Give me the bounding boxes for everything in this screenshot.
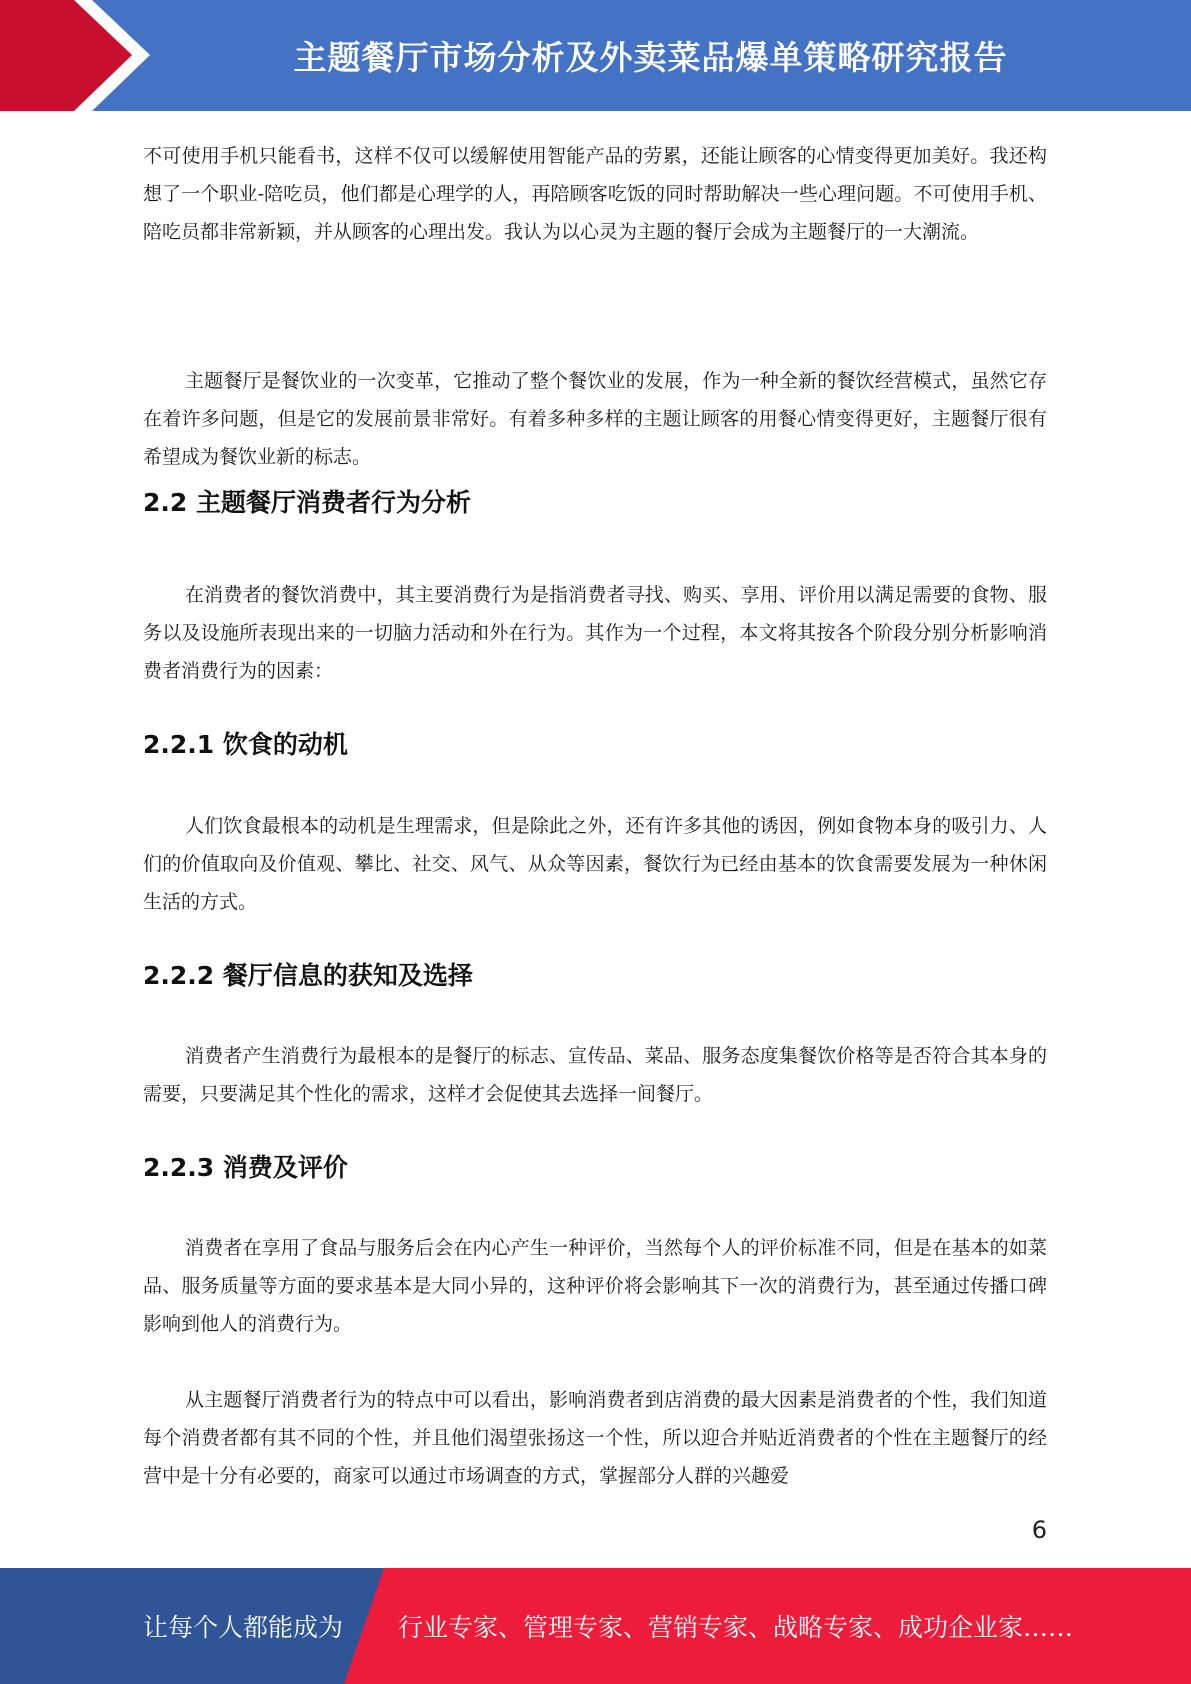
footer-slogan-left: 让每个人都能成为 <box>143 1613 344 1642</box>
report-title: 主题餐厅市场分析及外卖菜品爆单策略研究报告 <box>293 38 1008 77</box>
paragraph-7: 从主题餐厅消费者行为的特点中可以看出，影响消费者到店消费的最大因素是消费者的个性，我们知道每个消费者都有其不同的个性，并且他们渴望张扬这一个性，所以迎合并贴近消费者的个性在主题餐厅的经营中是十分有必要的，商家可以通过市场调查的方式，掌握部分人群的兴趣爱 <box>143 1389 1047 1487</box>
paragraph-6: 消费者在享用了食品与服务后会在内心产生一种评价，当然每个人的评价标准不同，但是在基本的如菜品、服务质量等方面的要求基本是大同小异的，这种评价将会影响其下一次的消费行为，甚至通过传播口碑影响到他人的消费行为。 <box>143 1237 1047 1335</box>
page-footer <box>0 1568 1191 1684</box>
paragraph-4: 人们饮食最根本的动机是生理需求，但是除此之外，还有许多其他的诱因，例如食物本身的吸引力、人们的价值取向及价值观、攀比、社交、风气、从众等因素，餐饮行为已经由基本的饮食需要发展为一种休闲生活的方式。 <box>143 815 1047 913</box>
footer-slogan-right: 行业专家、管理专家、营销专家、战略专家、成功企业家…… <box>398 1613 1074 1642</box>
section-heading-2-2: 2.2 主题餐厅消费者行为分析 <box>143 488 471 517</box>
section-heading-2-2-3: 2.2.3 消费及评价 <box>143 1153 348 1182</box>
section-heading-2-2-2: 2.2.2 餐厅信息的获知及选择 <box>143 961 473 990</box>
paragraph-5: 消费者产生消费行为最根本的是餐厅的标志、宣传品、菜品、服务态度集餐饮价格等是否符合其本身的需要，只要满足其个性化的需求，这样才会促使其去选择一间餐厅。 <box>143 1045 1047 1105</box>
page-number: 6 <box>1031 1516 1047 1544</box>
page-header <box>0 0 1191 111</box>
paragraph-2: 主题餐厅是餐饮业的一次变革，它推动了整个餐饮业的发展，作为一种全新的餐饮经营模式，虽然它存在着许多问题，但是它的发展前景非常好。有着多种多样的主题让顾客的用餐心情变得更好，主题餐厅很有希望成为餐饮业新的标志。 <box>143 370 1047 468</box>
paragraph-1: 不可使用手机只能看书，这样不仅可以缓解使用智能产品的劳累，还能让顾客的心情变得更加美好。我还构想了一个职业-陪吃员，他们都是心理学的人，再陪顾客吃饭的同时帮助解决一些心理问题。不可使用手机、陪吃员都非常新颖，并从顾客的心理出发。我认为以心灵为主题的餐厅会成为主题餐厅的一大潮流。 <box>143 145 1047 243</box>
section-heading-2-2-1: 2.2.1 饮食的动机 <box>143 730 348 759</box>
paragraph-3: 在消费者的餐饮消费中，其主要消费行为是指消费者寻找、购买、享用、评价用以满足需要的食物、服务以及设施所表现出来的一切脑力活动和外在行为。其作为一个过程，本文将其按各个阶段分别分析影响消费者消费行为的因素： <box>143 584 1047 682</box>
